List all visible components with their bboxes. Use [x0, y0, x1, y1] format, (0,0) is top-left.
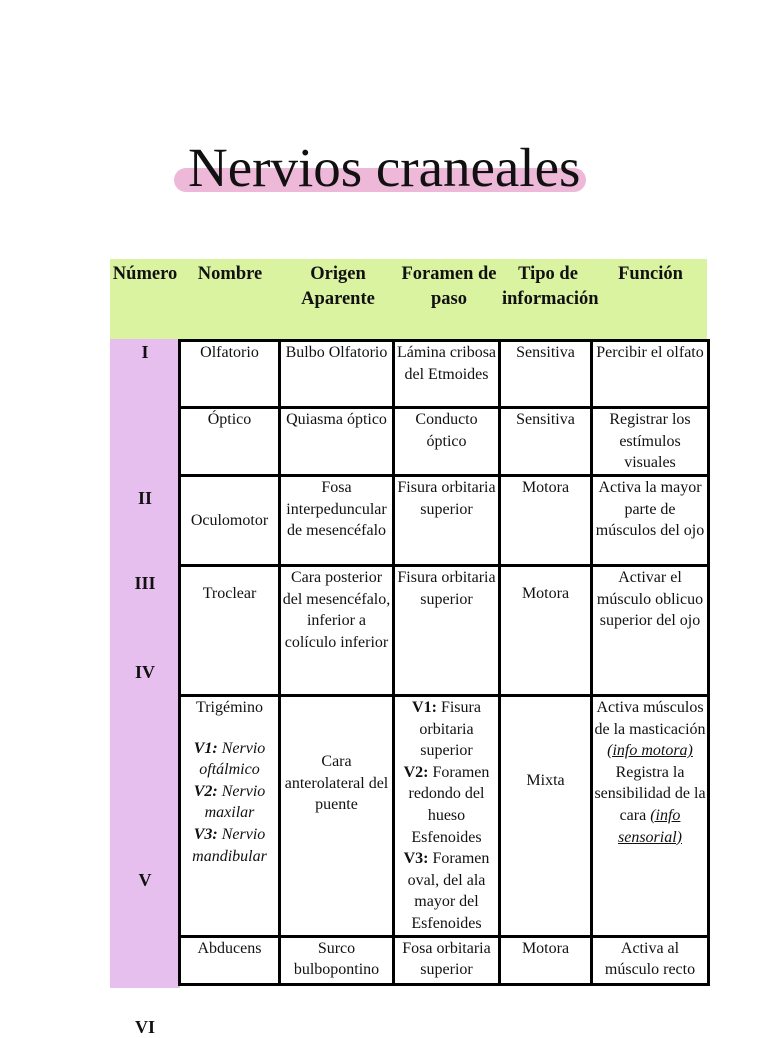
cell-tipo: Sensitiva	[500, 341, 592, 408]
cell-nombre	[180, 566, 280, 696]
cell-funcion: Activa la mayor parte de músculos del ojo	[592, 476, 709, 566]
nerve-number: I	[141, 342, 149, 362]
header-foramen: Foramen de paso	[401, 264, 497, 309]
header-numero: Número	[112, 264, 178, 284]
cell-foramen: Fisura orbitaria superior	[394, 476, 500, 566]
info-motora-link[interactable]: (info motora)	[607, 742, 693, 760]
header-origen: Origen Aparente	[301, 264, 375, 309]
cell-origen: Fosa interpeduncular de mesencéfalo	[280, 476, 394, 566]
tipo-text: Mixta	[526, 772, 565, 789]
cell-tipo	[500, 566, 592, 696]
cell-foramen: Lámina cribosa del Etmoides	[394, 341, 500, 408]
header-nombre: Nombre	[197, 264, 263, 284]
nerve-number: VI	[134, 1017, 155, 1037]
tipo-text: Motora	[521, 585, 570, 602]
table-row	[180, 566, 709, 696]
foramen-v1: V1: Fisura orbitaria superior	[412, 699, 481, 760]
table-header	[110, 259, 707, 339]
cell-nombre	[180, 696, 280, 937]
table-row	[180, 696, 709, 937]
nerve-number: V	[138, 870, 152, 890]
cell-foramen: Fosa orbitaria superior	[394, 936, 500, 984]
funcion-sensorial-text: Registra la sensibilidad de la cara	[594, 763, 706, 824]
cell-funcion: Percibir el olfato	[592, 341, 709, 408]
cell-origen: Cara posterior del mesencéfalo, inferior a colículo inferior	[280, 566, 394, 696]
cell-tipo	[500, 696, 592, 937]
cell-foramen	[394, 696, 500, 937]
cell-nombre: Abducens	[180, 936, 280, 984]
nerve-number: IV	[134, 662, 155, 682]
cell-tipo: Motora	[500, 936, 592, 984]
header-tipo: Tipo de información	[502, 264, 599, 309]
cell-nombre: Oculomotor	[180, 476, 280, 566]
origen-text: Cara anterolateral del puente	[284, 753, 389, 814]
cell-funcion: Activar el músculo oblicuo superior del ojo	[592, 566, 709, 696]
cell-funcion	[592, 696, 709, 937]
cell-funcion: Activa al músculo recto	[592, 936, 709, 984]
table-grid	[178, 339, 710, 986]
cell-funcion: Registrar los estímulos visuales	[592, 408, 709, 476]
table-row	[180, 341, 709, 408]
cell-origen: Quiasma óptico	[280, 408, 394, 476]
cell-foramen: Conducto óptico	[394, 408, 500, 476]
cell-origen	[280, 696, 394, 937]
cell-tipo: Sensitiva	[500, 408, 592, 476]
cell-tipo: Motora	[500, 476, 592, 566]
page-title: Nervios craneales	[188, 137, 581, 198]
table-row	[180, 936, 709, 984]
cell-nombre: Óptico	[180, 408, 280, 476]
nombre-text: Troclear	[202, 585, 257, 602]
funcion-motora-text: Activa músculos de la masticación	[594, 699, 706, 738]
cranial-nerves-table	[110, 259, 707, 1037]
foramen-v2: V2: Foramen redondo del hueso Esfenoides	[403, 763, 490, 846]
cell-origen: Bulbo Olfatorio	[280, 341, 394, 408]
foramen-v3: V3: Foramen oval, del ala mayor del Esfenoides	[403, 850, 490, 932]
branch-v1: V1: Nervio oftálmico	[193, 739, 266, 779]
branch-v2: V2: Nervio maxilar	[193, 782, 266, 822]
nerve-number: III	[134, 573, 156, 593]
cell-foramen: Fisura orbitaria superior	[394, 566, 500, 696]
nombre-text: Trigémino	[196, 699, 263, 716]
info-sensorial-link[interactable]: (info sensorial)	[618, 806, 682, 846]
header-funcion: Función	[618, 264, 683, 284]
table-row	[180, 408, 709, 476]
branch-v3: V3: Nervio mandibular	[192, 825, 267, 865]
nerve-number: II	[137, 488, 152, 508]
title-area	[0, 135, 768, 205]
cell-origen: Surco bulbopontino	[280, 936, 394, 984]
table-row	[180, 476, 709, 566]
cell-nombre: Olfatorio	[180, 341, 280, 408]
